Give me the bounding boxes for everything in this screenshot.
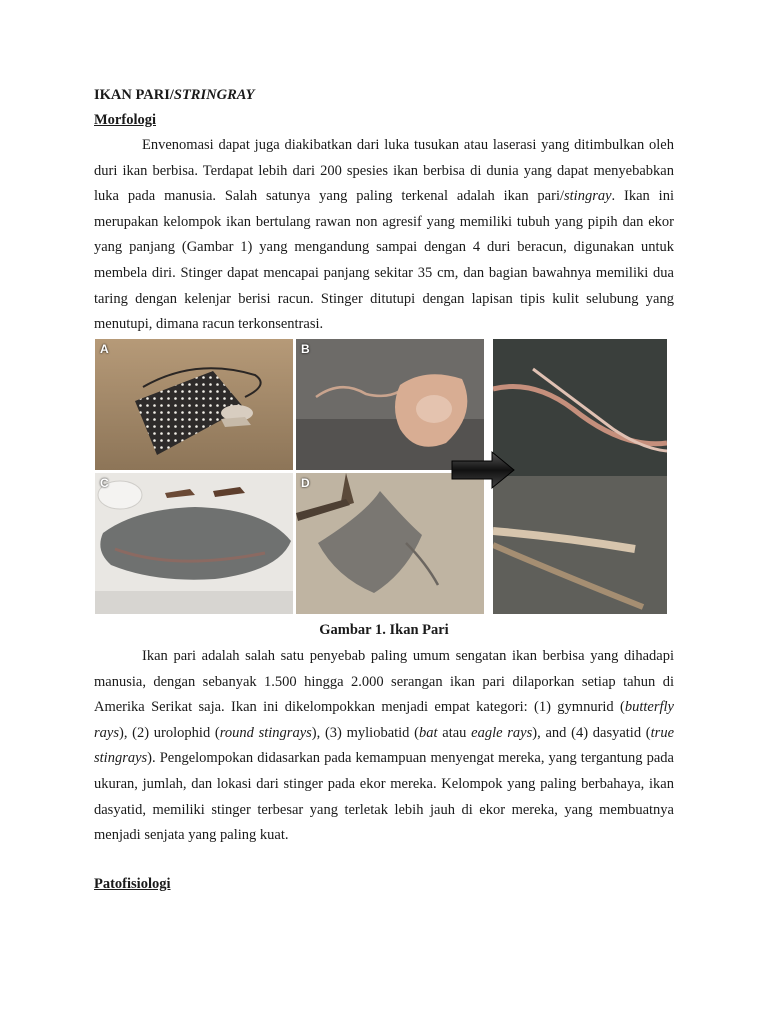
p1-text-b: . Ikan ini merupakan kelompok ikan bertulang rawan non agresif yang memiliki tubuh yang pipih dan ekor yang panjang (Gambar 1) yang mengandung sampai dengan 4 duri beracun, digunakan untuk membela diri. Stinger dapat mencapai panjang sekitar 35 cm, dan bagian bawahnya memiliki dua taring dengan kelenjar berisi racun. Stinger ditutupi dengan lapisan tipis kulit selubung yang menutupi, dimana racun terkonsentrasi. bbox=[94, 188, 674, 333]
figure-panel-c bbox=[95, 473, 293, 614]
heading-patofisiologi: Patofisiologi bbox=[94, 876, 171, 892]
panel-label-b: B bbox=[301, 342, 310, 356]
title-main: IKAN PARI/ bbox=[94, 87, 174, 103]
figure-panel-a bbox=[95, 339, 293, 470]
p2-text-c: ), (3) myliobatid ( bbox=[311, 724, 419, 741]
paragraph-klasifikasi bbox=[94, 644, 674, 849]
p2-italic-true: true stingrays bbox=[94, 724, 675, 767]
arrow-right-icon bbox=[450, 450, 516, 490]
p2-italic-bat: bat bbox=[419, 724, 438, 741]
figure-panel-stinger bbox=[493, 339, 667, 614]
panel-label-a: A bbox=[100, 342, 109, 356]
panel-label-d: D bbox=[301, 476, 310, 490]
document-title bbox=[94, 87, 254, 104]
p2-text-d: atau bbox=[437, 724, 472, 741]
p2-text-b: ), (2) urolophid ( bbox=[118, 724, 220, 741]
p2-italic-eagle: eagle rays bbox=[471, 724, 533, 741]
p2-italic-round: round stingrays bbox=[219, 724, 312, 741]
title-italic: STRINGRAY bbox=[173, 87, 255, 103]
eagle-ray-image bbox=[95, 339, 293, 470]
figure-caption: Gambar 1. Ikan Pari bbox=[319, 622, 449, 638]
paragraph-morfologi bbox=[94, 133, 674, 338]
p1-italic-stingray: stingray bbox=[564, 188, 612, 205]
p2-text-e: ), and (4) dasyatid ( bbox=[532, 724, 651, 741]
figure-ikan-pari bbox=[95, 339, 667, 614]
stingray-sand-image bbox=[296, 473, 484, 614]
figure-panel-d bbox=[296, 473, 484, 614]
p1-text-a: Envenomasi dapat juga diakibatkan dari luka tusukan atau laserasi yang ditimbulkan oleh duri ikan berbisa. Terdapat lebih dari 200 spesies ikan berbisa di dunia yang dapat menyebabkan luka pada manusia. Salah satunya yang paling terkenal adalah ikan pari/ bbox=[94, 137, 674, 205]
panel-label-c: C bbox=[100, 476, 109, 490]
stingray-table-image bbox=[95, 473, 293, 614]
p2-text-f: ). Pengelompokan didasarkan pada kemampuan menyengat mereka, yang tergantung pada ukuran, jumlah, dan lokasi dari stinger pada ekor mereka. Kelompok yang paling berbahaya, ikan dasyatid, memiliki stinger terbesar yang terletak lebih jauh di ekor mereka, yang membuatnya menjadi senjata yang paling kuat. bbox=[94, 750, 674, 844]
heading-morfologi: Morfologi bbox=[94, 112, 157, 128]
p2-text-a: Ikan pari adalah salah satu penyebab paling umum sengatan ikan berbisa yang dihadapi manusia, dengan sebanyak 1.500 hingga 2.000 serangan ikan pari dilaporkan setiap tahun di Amerika Serikat saja. Ikan ini dikelompokkan menjadi empat kategori: (1) gymnurid ( bbox=[94, 648, 674, 716]
p2-italic-butterfly: butterfly rays bbox=[94, 699, 674, 741]
stinger-closeup-image bbox=[493, 339, 667, 614]
